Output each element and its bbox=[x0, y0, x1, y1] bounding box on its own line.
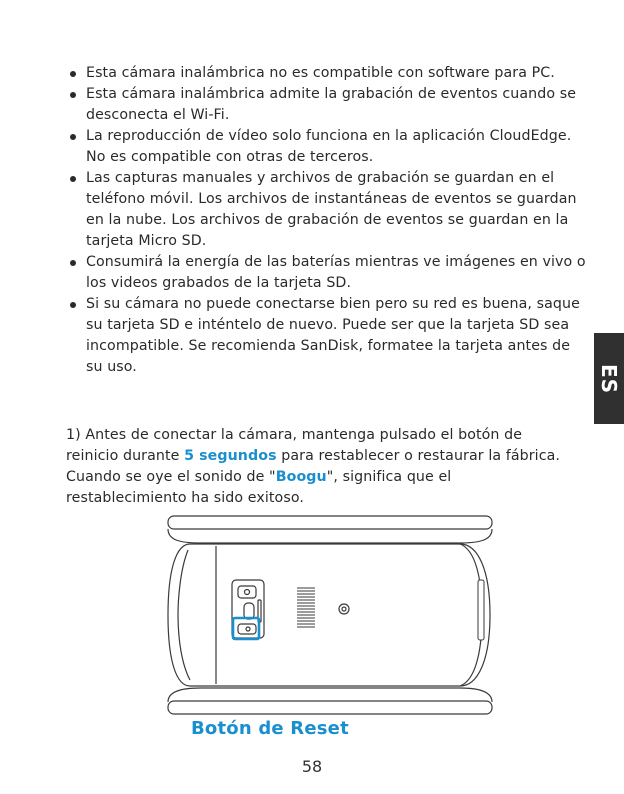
instruction-text: para restablecer o restaurar la fábrica. Cuando se oye el sonido de " bbox=[66, 448, 561, 485]
sound-name-highlight: Boogu bbox=[275, 469, 327, 485]
camera-illustration bbox=[160, 510, 500, 720]
language-tab-label: ES bbox=[597, 363, 622, 394]
top-rail bbox=[168, 516, 492, 543]
notes-list bbox=[66, 63, 586, 378]
figure-caption: Botón de Reset bbox=[191, 718, 349, 739]
note-item: La reproducción de vídeo solo funciona en la aplicación CloudEdge. No es compatible con otras de terceros. bbox=[66, 126, 586, 168]
note-item: Consumirá la energía de las baterías mientras ve imágenes en vivo o los videos grabados de la tarjeta SD. bbox=[66, 252, 586, 294]
language-tab bbox=[594, 333, 624, 424]
reset-instruction bbox=[66, 425, 566, 509]
note-item: Si su cámara no puede conectarse bien pero su red es buena, saque su tarjeta SD e inténtelo de nuevo. Puede ser que la tarjeta SD sea incompatible. Se recomienda SanDisk, formatee la tarjeta antes de su uso. bbox=[66, 294, 586, 378]
page-number: 58 bbox=[301, 757, 323, 776]
bottom-rail bbox=[168, 688, 492, 714]
camera-body bbox=[168, 544, 490, 686]
side-connector bbox=[478, 580, 484, 640]
instruction-text: 1) Antes de conectar la cámara, mantenga pulsado el botón de reinicio durante bbox=[66, 427, 523, 464]
duration-highlight: 5 segundos bbox=[184, 448, 277, 464]
note-item: Esta cámara inalámbrica admite la grabación de eventos cuando se desconecta el Wi-Fi. bbox=[66, 84, 586, 126]
note-item: Esta cámara inalámbrica no es compatible con software para PC. bbox=[66, 63, 586, 84]
note-item: Las capturas manuales y archivos de grabación se guardan en el teléfono móvil. Los archivos de instantáneas de eventos se guardan en la nube. Los archivos de grabación de eventos se guardan en la tarjeta Micro SD. bbox=[66, 168, 586, 252]
instruction-text: ", significa que el restablecimiento ha sido exitoso. bbox=[66, 469, 452, 506]
